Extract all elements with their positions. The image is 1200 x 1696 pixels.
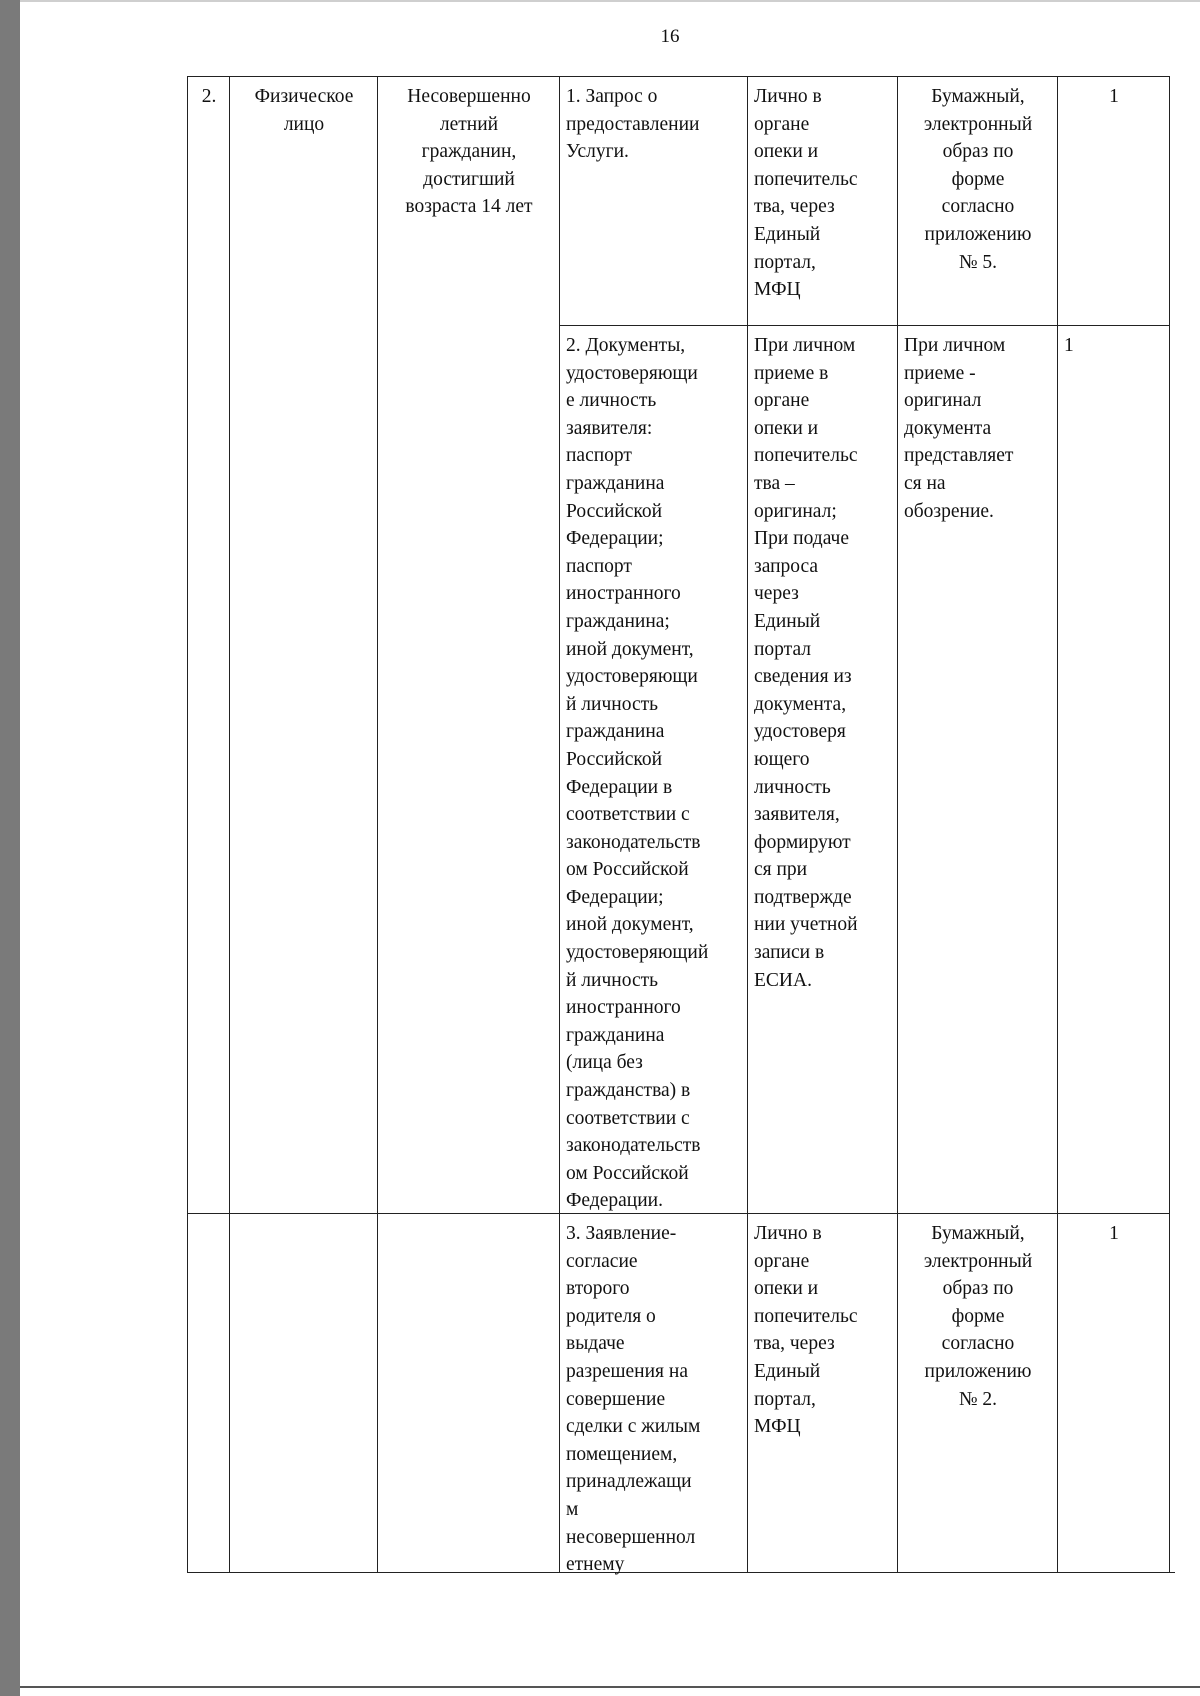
- document-quantity: 1: [1064, 335, 1074, 356]
- applicant-category: Физическое лицо: [254, 86, 354, 135]
- table-border-right: [1169, 76, 1170, 1573]
- submission-method: При личном приеме в органе опеки и попечительс тва – оригинал; При подаче запроса через Единый портал сведения из документа, удостоверя ющего личность заявителя, формируют ся при подтвержде нии учетной записи в ЕСИА.: [754, 335, 858, 991]
- scan-top-edge: [20, 0, 1200, 2]
- table-border-left: [187, 76, 188, 1573]
- submission-method: Лично в органе опеки и попечительс тва, через Единый портал, МФЦ: [754, 86, 858, 301]
- document-requirements: При личном приеме - оригинал документа представляет ся на обозрение.: [904, 335, 1014, 522]
- document-requirements: Бумажный, электронный образ по форме согласно приложению № 5.: [923, 86, 1033, 273]
- document-request: 1. Запрос о предоставлении Услуги.: [566, 86, 700, 163]
- page-number: 16: [660, 26, 680, 47]
- applicant-description: Несовершенно летний гражданин, достигший возраста 14 лет: [405, 86, 533, 218]
- scan-left-margin: [0, 0, 20, 1696]
- document-requirements: Бумажный, электронный образ по форме согласно приложению № 2.: [923, 1223, 1033, 1410]
- table-column-divider: [229, 76, 230, 1573]
- document-quantity: 1: [1109, 86, 1119, 107]
- document-consent: 3. Заявление- согласие второго родителя о выдаче разрешения на совершение сделки с жилым помещением, принадлежащи м несовершеннол етнему: [566, 1223, 701, 1576]
- document-identity: 2. Документы, удостоверяющи е личность заявителя: паспорт гражданина Российской Федерации; паспорт иностранного гражданина; иной документ, удостоверяющи й личность гражданина Российской Федерации в соответствии с законодательств ом Российской Федерации; иной документ, удостоверяющий й личность иностранного гражданина (лица без гражданства) в соответствии с законодательств ом Российской Федерации.: [566, 335, 709, 1212]
- table-column-divider: [1057, 76, 1058, 1573]
- document-quantity: 1: [1109, 1223, 1119, 1244]
- scan-bottom-edge: [20, 1686, 1200, 1688]
- table-column-divider: [377, 76, 378, 1573]
- submission-method: Лично в органе опеки и попечительс тва, через Единый портал, МФЦ: [754, 1223, 858, 1438]
- row-index: 2.: [201, 86, 217, 107]
